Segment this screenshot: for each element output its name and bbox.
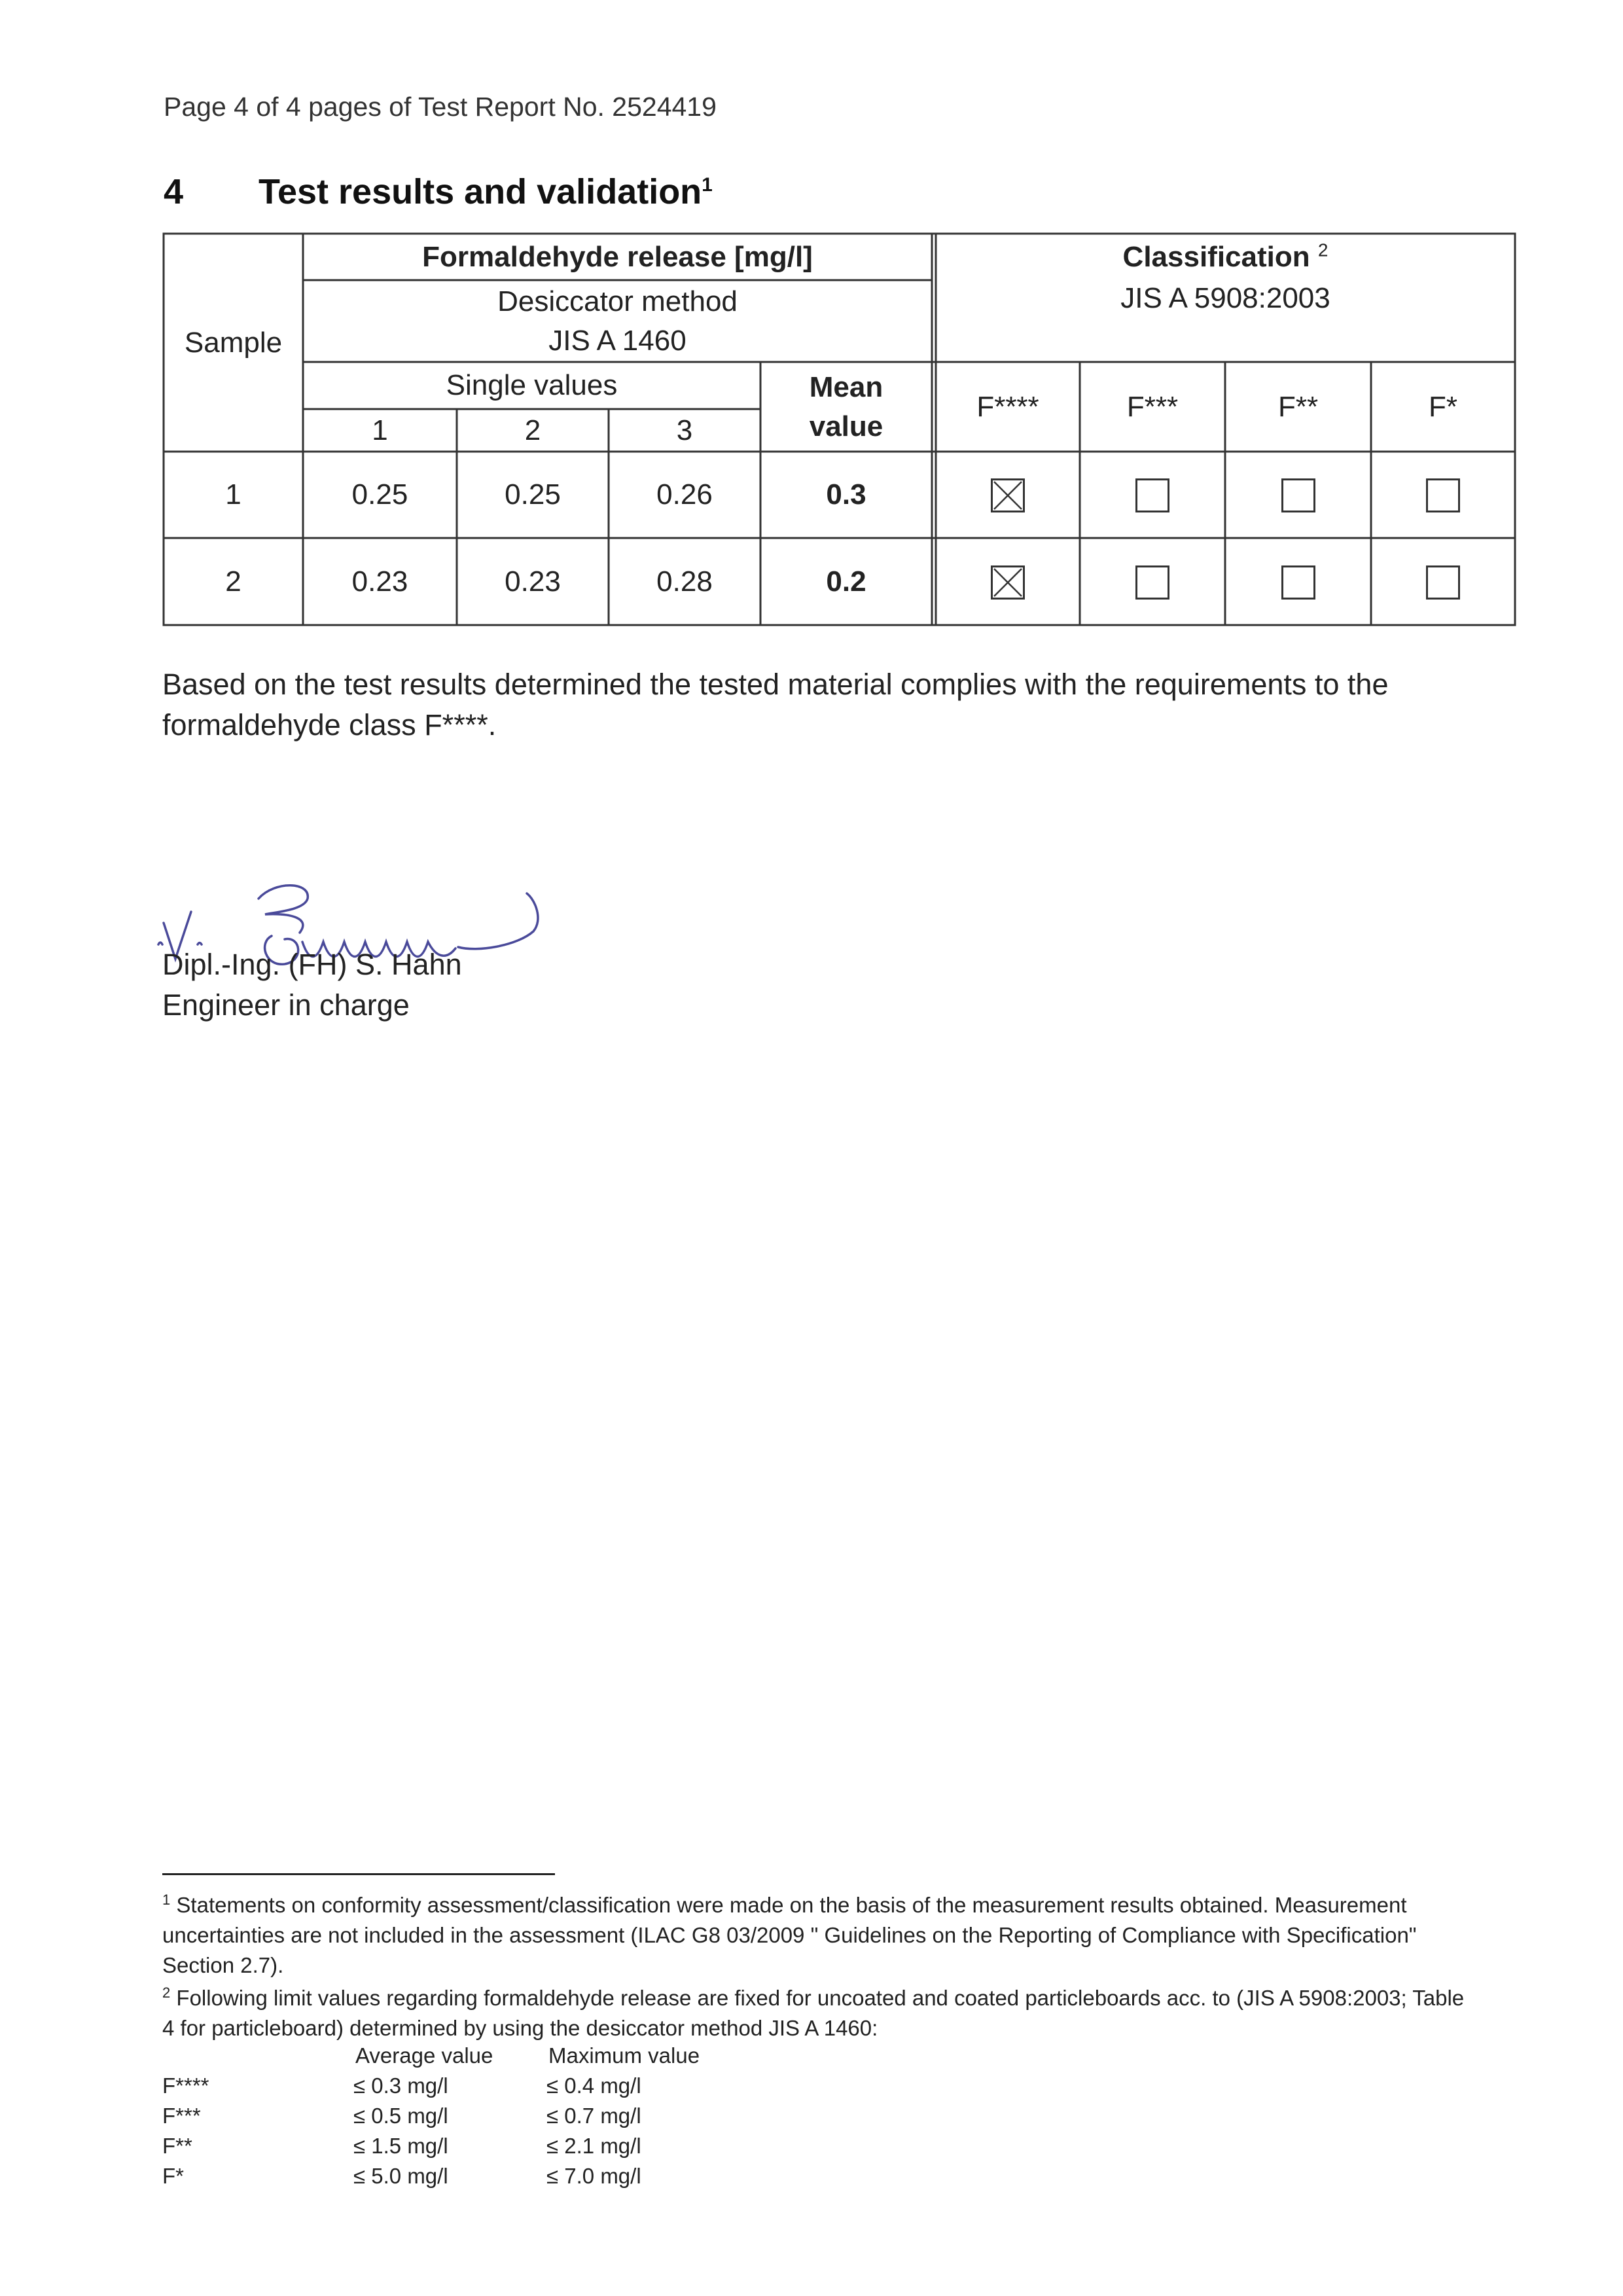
limits-avg-f1: ≤ 5.0 mg/l [353,2164,448,2188]
row-2-value-1: 0.23 [351,565,408,598]
row-1-mean: 0.3 [826,478,866,511]
row-2-value-2: 0.23 [505,565,561,598]
results-table [0,0,1623,655]
footnote-2-text: Following limit values regarding formaldehyde release are fixed for uncoated and coated particleboards acc. to (JIS A 5908:2003; Table 4 for particleboard) determined by using the desiccator method JIS A 1460: [162,1986,1465,2040]
row-2-checkbox-f1 [1426,565,1460,600]
limits-class-f4: F**** [162,2073,209,2098]
limits-header-average: Average value [355,2043,493,2068]
limits-class-f1: F* [162,2164,184,2188]
footnote-1-text: Statements on conformity assessment/classification were made on the basis of the measurement results obtained. Measurement uncertainties are not included in the assessment (ILAC G8 03/2009 " Guidelines on the Reporting of Compliance with Specification" Section 2.7). [162,1893,1417,1977]
footnote-1-mark: 1 [162,1892,171,1908]
page-header: Page 4 of 4 pages of Test Report No. 2524419 [164,92,717,122]
limits-avg-f3: ≤ 0.5 mg/l [353,2104,448,2128]
single-values-header: Single values [446,369,618,402]
signatory-role: Engineer in charge [162,988,410,1022]
mean-line-2: value [809,410,883,442]
row-1-value-3: 0.26 [656,478,713,511]
footnote-2-mark: 2 [162,1984,171,2001]
class-col-f1: F* [1429,390,1457,423]
single-col-1: 1 [372,414,388,446]
checkbox-cross-icon [993,567,1023,598]
checkbox-cross-icon [993,480,1023,511]
row-1-value-2: 0.25 [505,478,561,511]
limits-max-f2: ≤ 2.1 mg/l [546,2134,641,2158]
limits-class-f2: F** [162,2134,192,2158]
mean-line-1: Mean [809,371,883,404]
limits-max-f1: ≤ 7.0 mg/l [546,2164,641,2188]
row-2-checkbox-f3 [1135,565,1169,600]
footnote-1 [162,1890,1471,1981]
classification-title [1123,238,1329,276]
row-1-checkbox-f3 [1135,478,1169,512]
row-2-checkbox-f2 [1281,565,1315,600]
row-1-checkbox-f1 [1426,478,1460,512]
class-col-f2: F** [1277,390,1319,423]
method-line-1: Desiccator method [497,285,738,318]
classification-header [936,234,1515,362]
limits-max-f3: ≤ 0.7 mg/l [546,2104,641,2128]
footnote-2 [162,1983,1471,2043]
classification-title-text: Classification [1122,241,1310,273]
footnote-ref-1: 1 [702,174,713,196]
limits-avg-f2: ≤ 1.5 mg/l [353,2134,448,2158]
limits-max-f4: ≤ 0.4 mg/l [546,2073,641,2098]
class-col-f4: F**** [976,390,1039,423]
limits-avg-f4: ≤ 0.3 mg/l [353,2073,448,2098]
row-1-checkbox-f4 [991,478,1025,512]
mean-header [760,362,932,452]
row-1-checkbox-f2 [1281,478,1315,512]
single-col-3: 3 [676,414,693,446]
footnote-separator [162,1873,555,1875]
footnote-ref-2: 2 [1317,240,1329,260]
single-col-2: 2 [524,414,541,446]
limits-header-maximum: Maximum value [548,2043,700,2068]
signatory-name: Dipl.-Ing. (FH) S. Hahn [162,948,462,981]
row-1-sample: 1 [225,478,241,511]
release-header: Formaldehyde release [mg/l] [422,240,813,273]
conclusion-text: Based on the test results determined the tested material complies with the requirements to the formaldehyde class F****. [162,668,1389,742]
row-2-sample: 2 [225,565,241,598]
row-1-value-1: 0.25 [351,478,408,511]
section-title-text: Test results and validation [259,172,702,211]
class-col-f3: F*** [1126,390,1179,423]
limits-class-f3: F*** [162,2104,201,2128]
row-2-mean: 0.2 [826,565,866,598]
section-number: 4 [164,172,184,211]
sample-header: Sample [184,326,283,359]
method-header [303,280,932,362]
row-2-checkbox-f4 [991,565,1025,600]
classification-standard: JIS A 5908:2003 [1120,282,1330,315]
method-line-2: JIS A 1460 [548,324,687,357]
row-2-value-3: 0.28 [656,565,713,598]
